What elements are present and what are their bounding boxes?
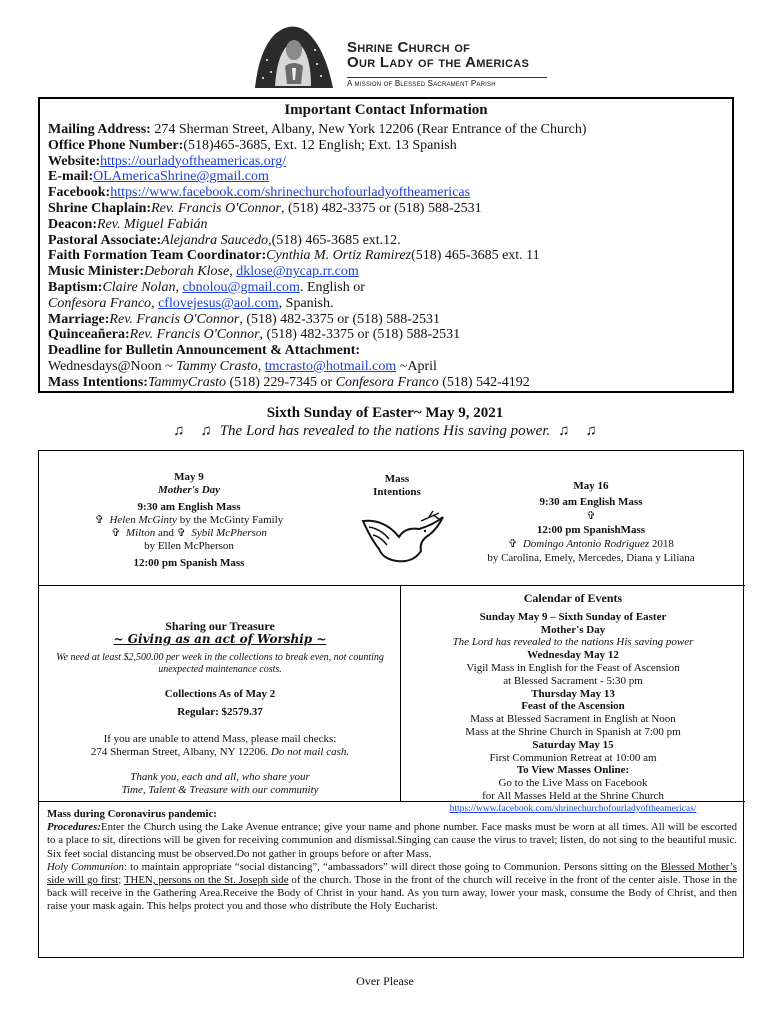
baptism-email-link[interactable]: cbnolou@gmail.com [182, 279, 300, 295]
cal-line-8: Feast of the Ascension [521, 700, 625, 713]
collections-label: Collections As of May 2 [164, 688, 276, 700]
website-line [48, 154, 724, 170]
baptism-tail: . English or [299, 279, 365, 295]
cal-line-2: Mother's Day [540, 623, 606, 636]
marriage-phone: , (518) 482-3375 or (518) 588-2531 [239, 311, 440, 327]
communion-mid: ; [118, 874, 124, 887]
refrain-text: The Lord has revealed to the nations His saving power. [219, 423, 551, 439]
music-note-icon: ♫ [585, 423, 597, 439]
procedures-label: Procedures: [47, 821, 101, 834]
confesora-sep: , [151, 295, 159, 311]
deadline-pre: Wednesdays@Noon ~ [48, 358, 177, 374]
pastoral-label: Pastoral Associate: [48, 232, 162, 248]
church-title-line2: Our Lady of the Americas [347, 54, 530, 71]
chaplain-line [48, 201, 724, 217]
may9-intention2 [79, 527, 299, 540]
treasure-tagline: ~ Giving as an act of Worship ~ [113, 632, 327, 646]
music-name: Deborah Klose [144, 264, 230, 280]
cal-line-15: for All Masses Held at the Shrine Church [482, 789, 664, 802]
may9-mass1: 9:30 am English Mass [137, 501, 241, 513]
pandemic-title: Mass during Coronavirus pandemic: [47, 808, 217, 820]
baptism-line [48, 280, 724, 296]
thanks-line-1: Thank you, each and all, who share your [130, 771, 310, 783]
church-title-line1: Shrine Church of [347, 39, 471, 56]
marriage-label: Marriage: [48, 311, 110, 327]
cal-line-14: Go to the Live Mass on Facebook [498, 777, 648, 790]
mail-line-2 [39, 746, 401, 759]
cross-icon: ✞ [94, 514, 104, 526]
may16-i1-by: by Carolina, Emely, Mercedes, Diana y Liliana [487, 552, 695, 564]
faith-line [48, 248, 724, 264]
marriage-line [48, 312, 724, 328]
marriage-name: Rev. Francis O'Connor [109, 311, 240, 327]
quince-label: Quinceañera: [48, 327, 130, 343]
faith-name: Cynthia M. Ortiz Ramirez [266, 248, 412, 264]
confesora-name: Confesora Franco [48, 295, 152, 311]
procedures-paragraph [47, 821, 737, 861]
intentions-label: Mass Intentions: [48, 374, 148, 390]
may9-day: Mother's Day [157, 484, 221, 496]
confesora-email-link[interactable]: cflovejesus@aol.com [158, 295, 279, 311]
communion-tail: of the church. Those in the front of the church will receive in the front of the center aisle. Those in the back will receive in the Gathering Area.Receive the Body of Christ in your hand. As you turn away, lower your mask, consume the Body of Christ, and then raise your mask again. This helps protect you and those who distribute the Holy Eucharist. [47, 874, 737, 913]
may16-i1-year: 2018 [649, 538, 674, 550]
treasure-section [39, 586, 401, 802]
intentions-title-1: Mass [384, 473, 410, 485]
confesora-line [48, 296, 724, 312]
contact-heading: Important Contact Information [284, 102, 488, 118]
treasure-content [39, 620, 401, 797]
madonna-image [245, 20, 340, 90]
intentions-name: TammyCrasto [147, 374, 227, 390]
mail-address: 274 Sherman Street, Albany, NY 12206. [90, 746, 269, 758]
baptism-label: Baptism: [48, 279, 103, 295]
deadline-tail: ~April [396, 358, 437, 374]
phone-line [48, 138, 724, 154]
music-email-link[interactable]: dklose@nycap.rr.com [236, 264, 359, 280]
communion-text: : to maintain appropriate “social distancing”, “ambassadors” will direct those going to Communion. Persons sitting on the [123, 860, 661, 873]
mail-no-cash: Do not mail cash. [268, 746, 350, 758]
pastoral-phone: ,(518) 465-3685 ext.12. [268, 232, 401, 248]
intentions-title-2: Intentions [373, 486, 421, 498]
contact-box [38, 97, 734, 393]
mail-line-1: If you are unable to attend Mass, please mail checks: [103, 733, 337, 745]
procedures-text: Enter the Church using the Lake Avenue entrance; give your name and phone number. Face masks must be worn at all times. All will be escorted to a place to sit, directions will be given for receiving communion and dismissal.Singing can cause the virus to travel; listen, do not sing to the beautiful music. Six feet social distancing must be observed.Do not gather in groups before or after Mass. [47, 821, 737, 860]
email-line [48, 169, 724, 185]
mailing-value: 274 Sherman Street, Albany, New York 12206 (Rear Entrance of the Church) [150, 122, 587, 137]
facebook-label: Facebook: [48, 185, 111, 201]
music-sep: , [229, 264, 237, 280]
music-note-icon: ♫ [558, 423, 570, 439]
calendar-content [401, 592, 745, 816]
website-link[interactable]: https://ourladyoftheamericas.org/ [100, 153, 287, 169]
cross-icon: ✞ [176, 527, 186, 539]
pandemic-content [39, 802, 745, 920]
sunday-title: Sixth Sunday of Easter~ May 9, 2021 [266, 405, 504, 421]
cal-line-9: Mass at Blessed Sacrament in English at Noon [470, 713, 676, 726]
chaplain-phone: , (518) 482-3375 or (518) 588-2531 [280, 200, 482, 216]
website-label: Website: [48, 153, 101, 169]
cal-line-11: Saturday May 15 [532, 738, 614, 751]
deadline-name: Tammy Crasto [176, 358, 258, 374]
deadline-sep: , [257, 358, 265, 374]
may9-date: May 9 [174, 471, 204, 483]
intentions-phone2: (518) 542-4192 [438, 374, 530, 390]
baptism-name: Claire Nolan [102, 279, 176, 295]
mailing-label: Mailing Address: [48, 122, 151, 137]
cal-facebook-link[interactable]: https://www.facebook.com/shrinechurchofourladyoftheamericas/ [449, 803, 697, 814]
facebook-link[interactable]: https://www.facebook.com/shrinechurchofourladyoftheamericas [110, 185, 471, 201]
intentions-name2: Confesora Franco [335, 374, 439, 390]
church-title [347, 40, 529, 70]
cross-icon: ✞ [508, 538, 518, 550]
mass-intentions-title [357, 473, 437, 499]
calendar-title: Calendar of Events [523, 591, 623, 605]
phone-label: Office Phone Number: [48, 137, 184, 153]
may16-date: May 16 [573, 480, 609, 492]
music-label: Music Minister: [48, 264, 145, 280]
communion-paragraph [47, 861, 737, 914]
music-note-icon: ♫ [173, 423, 185, 439]
may9-mass2: 12:00 pm Spanish Mass [133, 557, 245, 569]
bulletin-header [245, 20, 565, 90]
pastoral-line [48, 233, 724, 249]
may16-i1-name: Domingo Antonio Rodriguez [522, 538, 650, 550]
quince-name: Rev. Francis O'Connor [129, 327, 260, 343]
mailing-line [48, 122, 724, 138]
thanks-line-2: Time, Talent & Treasure with our community [121, 784, 319, 796]
intentions-mid: (518) 229-7345 or [226, 374, 336, 390]
may16-intention1 [441, 537, 741, 551]
refrain-line [0, 423, 770, 440]
deacon-label: Deacon: [48, 216, 97, 232]
bulletin-grid [38, 450, 744, 958]
may9-column [79, 471, 299, 570]
music-line [48, 264, 724, 280]
may9-i1-name: Helen McGinty [109, 514, 177, 526]
baptism-sep: , [175, 279, 183, 295]
quince-line [48, 327, 724, 343]
email-link[interactable]: OLAmericaShrine@gmail.com [93, 169, 269, 185]
faith-phone: (518) 465-3685 ext. 11 [411, 248, 540, 264]
cal-line-10: Mass at the Shrine Church in Spanish at 7:00 pm [465, 725, 681, 738]
email-label: E-mail: [48, 169, 94, 185]
deadline-label: Deadline for Bulletin Announcement & Attachment: [48, 343, 361, 359]
faith-label: Faith Formation Team Coordinator: [48, 248, 267, 264]
communion-u1: Blessed Mother’s side will go first [47, 860, 737, 887]
may9-i2and: and [155, 527, 177, 539]
mass-intentions-section [39, 451, 745, 586]
treasure-title: Sharing our Treasure [165, 619, 275, 633]
deacon-line [48, 217, 724, 233]
confesora-tail: , Spanish. [278, 295, 334, 311]
may9-i2-by: by Ellen McPherson [144, 540, 234, 552]
over-please: Over Please [356, 974, 414, 988]
dove-icon [359, 509, 449, 569]
chaplain-name: Rev. Francis O'Connor [151, 200, 281, 216]
may9-i2b: Sybil McPherson [191, 527, 267, 539]
may16-column [441, 479, 741, 565]
may9-i1-by: by the McGinty Family [176, 514, 284, 526]
cross-icon: ✞ [111, 527, 121, 539]
quince-phone: , (518) 482-3375 or (518) 588-2531 [259, 327, 461, 343]
collections-regular: Regular: $2579.37 [177, 706, 263, 718]
cal-line-1: Sunday May 9 – Sixth Sunday of Easter [479, 610, 667, 623]
cal-line-3: The Lord has revealed to the nations His saving power [452, 636, 694, 649]
cal-line-5: Vigil Mass in English for the Feast of Ascension [466, 661, 680, 674]
deadline-line [48, 343, 724, 359]
facebook-line [48, 185, 724, 201]
cal-line-6: at Blessed Sacrament - 5:30 pm [503, 674, 643, 687]
cross-icon: ✞ [586, 510, 596, 522]
treasure-need: We need at least $2,500.00 per week in the collections to break even, not counting unexpected maintenance costs. [56, 652, 384, 675]
cal-line-7: Thursday May 13 [531, 687, 615, 700]
may9-intention1 [79, 514, 299, 527]
communion-label: Holy Communion [47, 860, 124, 873]
deadline-email-link[interactable]: tmcrasto@hotmail.com [264, 358, 397, 374]
may16-mass1: 9:30 am English Mass [539, 496, 643, 508]
deadline-detail-line [48, 359, 724, 375]
intentions-line [48, 375, 724, 391]
pastoral-name: Alejandra Saucedo [161, 232, 269, 248]
cal-line-4: Wednesday May 12 [527, 649, 619, 662]
cal-line-13: To View Masses Online: [516, 764, 630, 777]
pandemic-section [39, 802, 745, 959]
deacon-name: Rev. Miguel Fabián [97, 216, 208, 232]
music-note-icon: ♫ [200, 423, 212, 439]
cal-line-12: First Communion Retreat at 10:00 am [489, 751, 657, 764]
church-subtitle: A mission of Blessed Sacrament Parish [347, 77, 547, 88]
may9-i2a: Milton [125, 527, 156, 539]
communion-u2: THEN, persons on the St. Joseph side [123, 874, 289, 887]
chaplain-label: Shrine Chaplain: [48, 200, 152, 216]
phone-value: (518)465-3685, Ext. 12 English; Ext. 13 Spanish [183, 137, 457, 153]
calendar-section [401, 586, 745, 814]
may16-mass2: 12:00 pm SpanishMass [536, 524, 646, 536]
